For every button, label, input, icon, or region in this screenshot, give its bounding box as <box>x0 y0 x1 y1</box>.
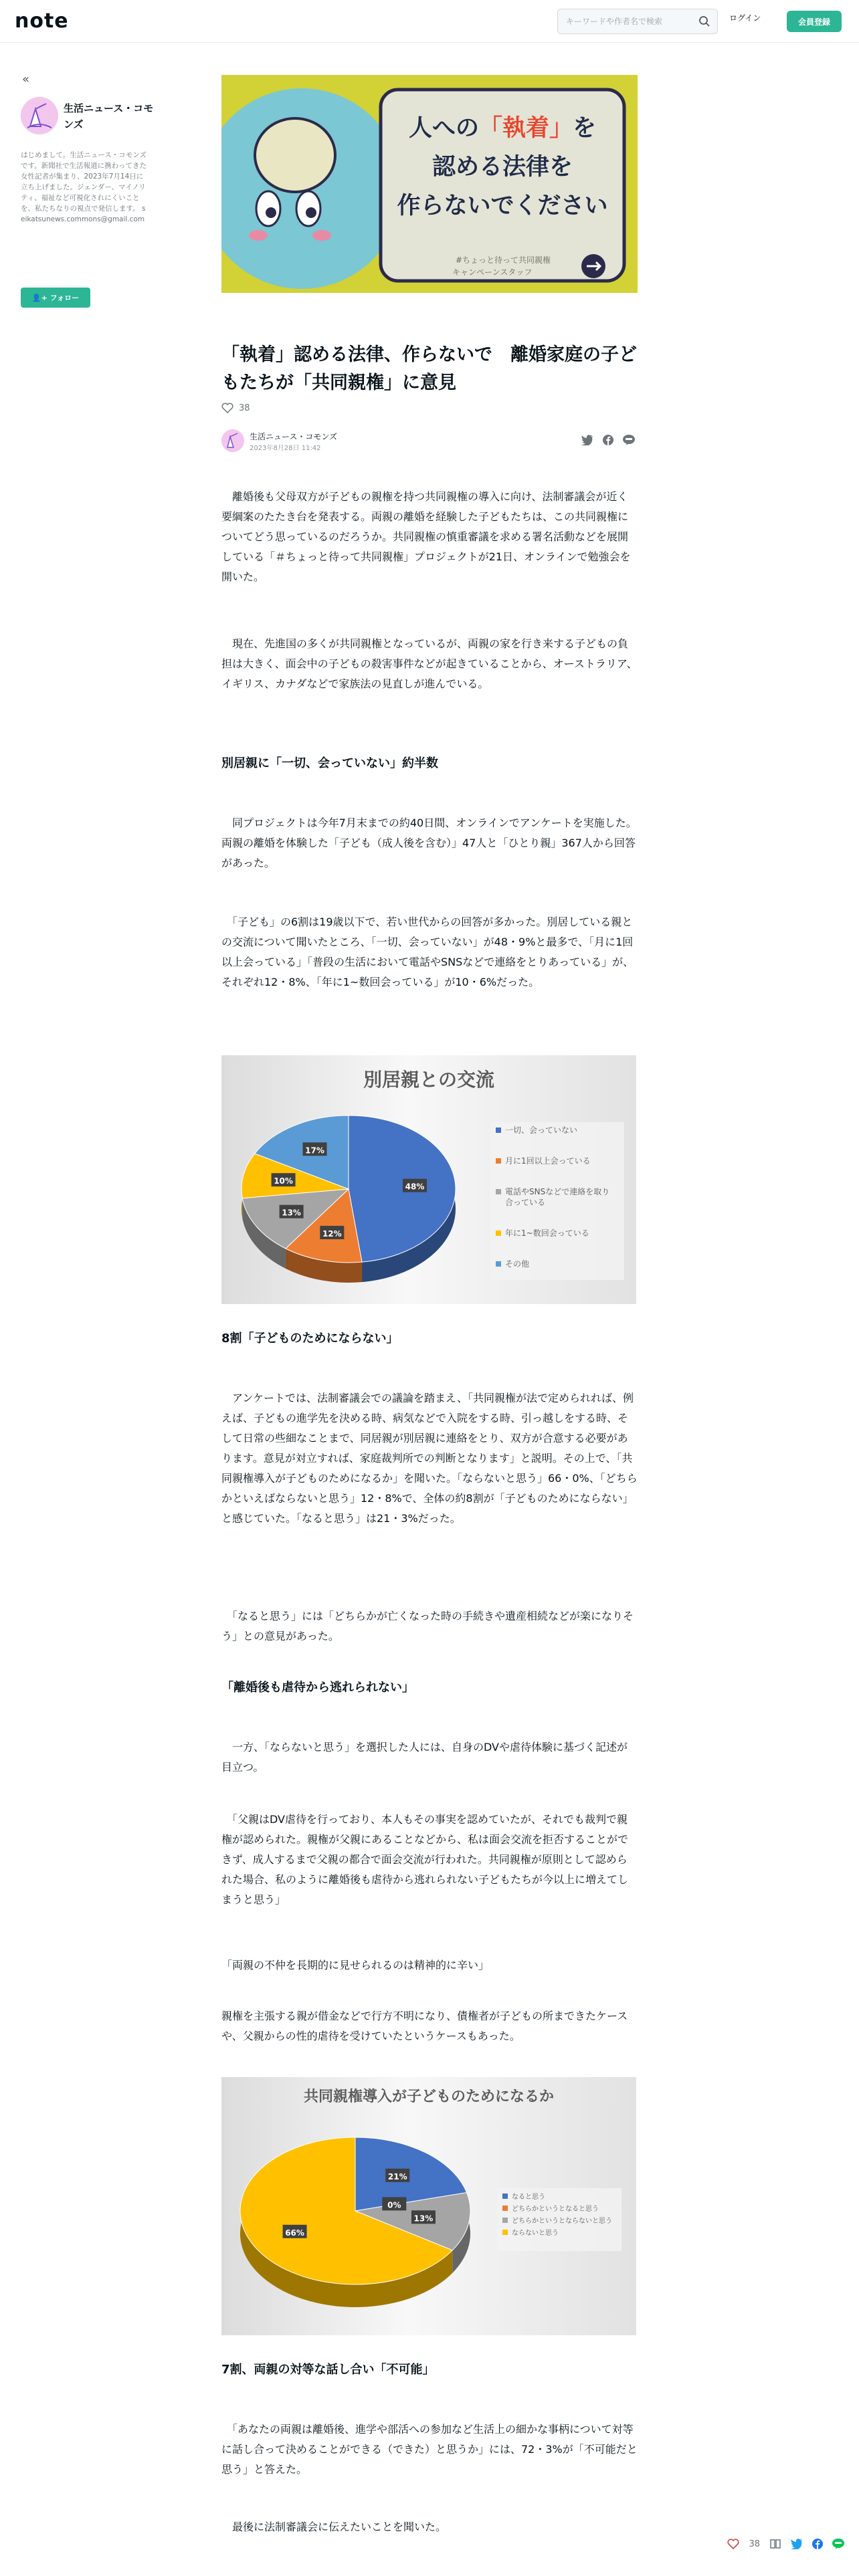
article-title: 「執着」認める法律、作らないで 離婚家庭の子どもたちが「共同親権」に意見 <box>221 344 637 393</box>
chart1-legend-label-4: その他 <box>505 1259 530 1269</box>
follow-label: フォロー <box>50 294 80 302</box>
author-name[interactable]: 生活ニュース・コモンズ <box>250 432 338 441</box>
collapse-sidebar-icon[interactable]: « <box>22 72 30 86</box>
chart1-title: 別居親との交流 <box>363 1069 495 1091</box>
paragraph-4: 「子ども」の6割は19歳以下で、若い世代からの回答が多かった。別居している親との交流について聞いたところ、「一切、会っていない」が48・9%と最多で、「月に1回以上会っている」「普段の生活において電話やSNSなどで連絡をとりあっている」が、それぞれ12・8%、「年に1~数回会っている」が10・6%だった。 <box>221 916 634 988</box>
chart1-value-label-3: 10% <box>274 1176 293 1186</box>
author-avatar[interactable] <box>221 429 244 452</box>
chart1-legend-label-3: 年に1~数回会っている <box>505 1228 589 1238</box>
chart1-value-label-1: 12% <box>322 1229 342 1239</box>
add-user-icon: 👤+ <box>31 294 50 302</box>
line-icon[interactable] <box>623 435 635 445</box>
chart2-legend-swatch-2 <box>502 2218 508 2223</box>
chart1-value-label-4: 17% <box>305 1146 324 1156</box>
hero-line1: 人への「執着」を <box>408 115 597 142</box>
twitter-icon[interactable] <box>581 435 593 445</box>
hero-campaign-tag: #ちょっと待って共同親権 <box>456 255 551 265</box>
chart2-legend-label-2: どちらかというとならないと思う <box>512 2218 612 2225</box>
chart2-title: 共同親権導入が子どものためになるか <box>303 2088 555 2105</box>
chart2-legend-label-1: どちらかというとなると思う <box>512 2206 599 2213</box>
section-heading-2: 8割「子どものためにならない」 <box>221 1331 399 1346</box>
bottom-like-count: 38 <box>749 2539 760 2549</box>
hero-illustration <box>221 75 638 293</box>
chart2-legend-swatch-0 <box>502 2193 508 2199</box>
chart1-legend-label-2-line1: 合っている <box>505 1198 546 1207</box>
share-icons <box>581 435 635 445</box>
hero-campaign-staff: キャンペーンスタッフ <box>452 267 533 277</box>
chart1-legend-label-1: 月に1回以上会っている <box>505 1156 591 1166</box>
author-avatar-illustration <box>221 429 244 452</box>
section-heading-4: 7割、両親の対等な話し合い「不可能」 <box>221 2363 435 2377</box>
heart-icon[interactable] <box>727 2539 739 2549</box>
paragraph-3: 同プロジェクトは今年7月末までの約40日間、オンラインでアンケートを実施した。両親の離婚を体験した「子ども（成人後を含む）」47人と「ひとり親」367人から回答があった。 <box>221 817 637 869</box>
chart-joint-custody-benefit <box>221 2077 636 2335</box>
chart1-value-label-0: 48% <box>405 1182 425 1192</box>
author-row <box>221 428 638 455</box>
chart1-legend-swatch-3 <box>496 1230 501 1236</box>
hero-line2: 認める法律を <box>432 154 573 181</box>
magazine-icon[interactable] <box>769 2539 781 2549</box>
chart2-value-label-1: 0% <box>387 2200 401 2210</box>
paragraph-6: 「なると思う」には「どちらかが亡くなった時の手続きや遺産相続などが楽になりそう」との意見があった。 <box>221 1610 634 1642</box>
chart2-legend-label-0: なると思う <box>512 2193 545 2201</box>
chart2-value-label-2: 13% <box>413 2214 434 2224</box>
hero-image <box>221 75 638 293</box>
chart1-legend-swatch-2 <box>496 1189 501 1194</box>
chart1-legend-swatch-0 <box>496 1128 501 1133</box>
line-icon[interactable] <box>832 2539 844 2549</box>
chart1-value-label-2: 13% <box>282 1208 301 1218</box>
chart2-legend-swatch-1 <box>502 2206 508 2211</box>
facebook-icon[interactable] <box>812 2539 823 2549</box>
paragraph-5: アンケートでは、法制審議会での議論を踏まえ、「共同親権が法で定められれば、例えば、子どもの進学先を決める時、病気などで入院をする時、引っ越しをする時、そして日常の些細なことまで、同居親が別居親に連絡をとり、双方が合意する必要があります。意見が対立すれば、家庭裁判所での判断となります」と説明。その上で、「共同親権導入が子どものためになるか」を聞いた。「ならないと思う」66・0%、「どちらかといえばならないと思う」12・8%で、全体の約8割が「子どものためにならない」と感じていた。「なると思う」は21・3%だった。 <box>221 1392 638 1525</box>
chart1-legend-label-0: 一切、会っていない <box>505 1125 578 1135</box>
top-header <box>0 0 859 43</box>
like-area[interactable] <box>221 403 250 413</box>
chart2-value-label-3: 66% <box>285 2228 304 2238</box>
note-logo[interactable]: note <box>15 9 69 33</box>
follow-button[interactable] <box>21 288 90 308</box>
paragraph-9: 「両親の不仲を長期的に見せられるのは精神的に辛い」 <box>221 1959 490 1971</box>
paragraph-2: 現在、先進国の多くが共同親権となっているが、両親の家を行き来する子どもの負担は大きく、面会中の子どもの殺害事件などが起きていることから、オーストラリア、イギリス、カナダなどで家族法の見直しが進んでいる。 <box>221 637 638 690</box>
search-icon[interactable] <box>698 15 710 27</box>
login-button[interactable]: ログイン <box>729 13 761 23</box>
pie-chart-2 <box>221 2077 636 2335</box>
chart1-legend-label-2: 電話やSNSなどで連絡を取り <box>505 1187 610 1196</box>
chart2-legend-label-3: ならないと思う <box>512 2230 559 2237</box>
facebook-icon[interactable] <box>603 435 613 445</box>
avatar[interactable] <box>21 97 58 134</box>
paragraph-12: 最後に法制審議会に伝えたいことを聞いた。 <box>221 2520 447 2533</box>
chart-contact-with-separated-parent <box>221 1055 636 1304</box>
heart-icon[interactable] <box>221 403 233 413</box>
sidebar-bio: はじめまして。生活ニュース・コモンズです。新聞社で生活報道に携わってきた女性記者が集まり、2023年7月14日に立ち上げました。ジェンダー、マイノリティ、福祉など可視化されにくいことを、私たちなりの視点で発信します。 seikatsunews.commons@gmail.com <box>21 151 147 223</box>
chart1-legend-swatch-1 <box>496 1158 501 1164</box>
chart2-legend-swatch-3 <box>502 2230 508 2235</box>
bottom-action-bar <box>727 2539 844 2549</box>
like-count: 38 <box>239 403 250 413</box>
chart2-value-label-0: 21% <box>387 2171 407 2181</box>
section-heading-1: 別居親に「一切、会っていない」約半数 <box>221 756 438 770</box>
pie-chart-1 <box>221 1055 636 1304</box>
hero-line3: 作らないでください <box>397 193 608 219</box>
search-input[interactable] <box>558 9 692 33</box>
search-box[interactable] <box>557 9 718 34</box>
twitter-icon[interactable] <box>791 2539 803 2549</box>
sidebar-author-name[interactable]: 生活ニュース・コモンズ <box>64 102 154 130</box>
publish-date: 2023年8月28日 11:42 <box>250 445 321 452</box>
paragraph-1: 離婚後も父母双方が子どもの親権を持つ共同親権の導入に向け、法制審議会が近く要綱案のたたき台を発表する。両親の離婚を経験した子どもたちは、この共同親権についてどう思っているのだろうか。共同親権の慎重審議を求める署名活動などを展開している「＃ちょっと待って共同親権」プロジェクトが21日、オンラインで勉強会を開いた。 <box>221 490 631 583</box>
signup-button[interactable]: 会員登録 <box>787 11 842 32</box>
chart1-legend-swatch-4 <box>496 1261 501 1267</box>
paragraph-7: 一方、「ならないと思う」を選択した人には、自身のDVや虐待体験に基づく記述が目立つ。 <box>221 1741 628 1774</box>
avatar-illustration <box>21 97 58 134</box>
paragraph-10: 親権を主張する親が借金などで行方不明になり、債権者が子どもの所まできたケースや、父親からの性的虐待を受けていたというケースもあった。 <box>221 2010 628 2042</box>
paragraph-8: 「父親はDV虐待を行っており、本人もその事実を認めていたが、それでも裁判で親権が認められた。親権が父親にあることなどから、私は面会交流を拒否することができず、成人するまで父親の都合で面会交流が行われた。共同親権が原則として認められた場合、私のように離婚後も虐待から逃れられない子どもたちが今以上に増えてしまうと思う」 <box>221 1813 629 1906</box>
paragraph-11: 「あなたの両親は離婚後、進学や部活への参加など生活上の細かな事柄について対等に話し合って決めることができる（できた）と思うか」には、72・3%が「不可能だと思う」と答えた。 <box>221 2423 638 2476</box>
section-heading-3: 「離婚後も虐待から逃れられない」 <box>221 1681 414 1695</box>
